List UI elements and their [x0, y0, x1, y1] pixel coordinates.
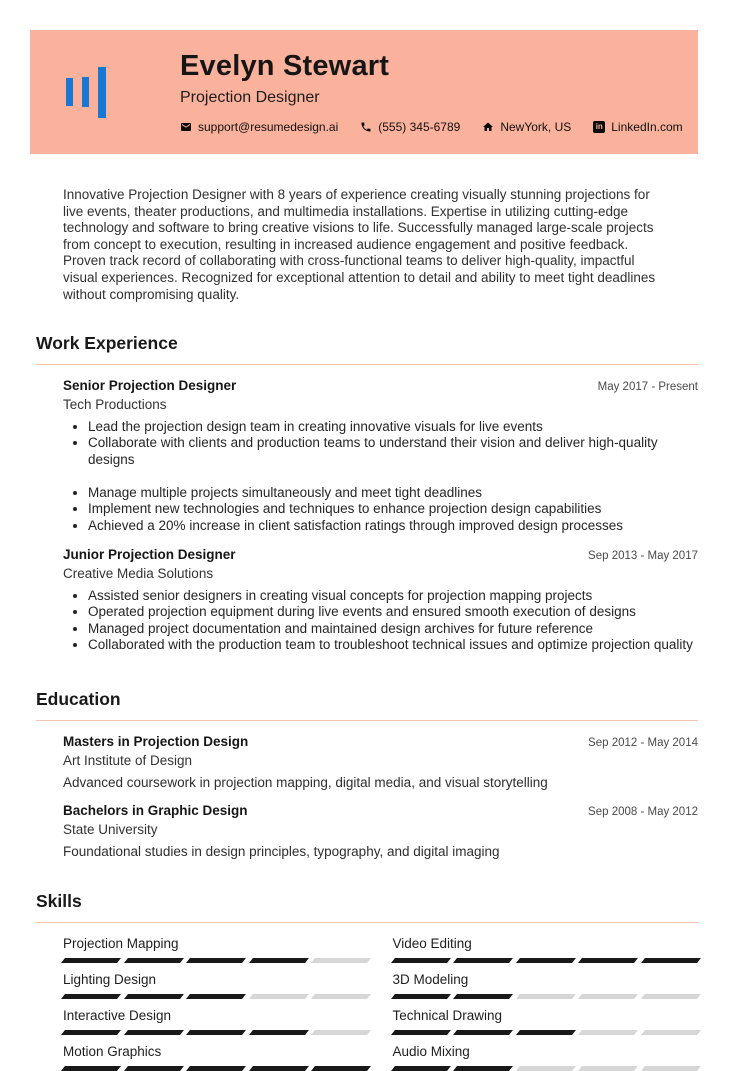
- skill-name: Technical Drawing: [392, 1008, 503, 1024]
- phone-icon: [360, 121, 372, 133]
- skill-name: Video Editing: [392, 936, 472, 952]
- job-bullet: • Manage multiple projects simultaneously and meet tight deadlines: [88, 485, 698, 501]
- job-bullet: • Collaborated with the production team to troubleshoot technical issues and optimize projection quality: [88, 637, 698, 653]
- education-entry: [63, 803, 698, 859]
- skill-name: 3D Modeling: [392, 972, 469, 988]
- education-heading: Education: [36, 689, 698, 721]
- degree-dates: Sep 2008 - May 2012: [588, 806, 698, 819]
- degree-title: Bachelors in Graphic Design: [63, 803, 248, 819]
- skill-level-bar: [63, 1030, 369, 1035]
- email-icon: [180, 121, 192, 133]
- contact-location-text: NewYork, US: [500, 120, 572, 134]
- school-name: Art Institute of Design: [63, 753, 193, 769]
- skill-level-bar: [63, 1066, 369, 1071]
- school-name: State University: [63, 822, 158, 838]
- degree-dates: Sep 2012 - May 2014: [588, 737, 698, 750]
- skill-name: Lighting Design: [63, 972, 157, 988]
- job-bullet: • Implement new technologies and techniques to enhance projection design capabilities: [88, 501, 698, 517]
- job-bullet: • Achieved a 20% increase in client satisfaction ratings through improved design processes: [88, 518, 698, 534]
- candidate-name: Evelyn Stewart: [180, 50, 390, 82]
- contact-linkedin[interactable]: [593, 120, 682, 134]
- resume-header: [30, 30, 698, 154]
- skill-level-bar: [393, 958, 699, 963]
- skill-item: [63, 934, 369, 963]
- contact-email[interactable]: [180, 120, 338, 134]
- skill-level-bar: [393, 994, 699, 999]
- linkedin-icon: in: [593, 121, 605, 133]
- skills-grid: [36, 934, 698, 1071]
- skill-item: [63, 1006, 369, 1035]
- skill-item: [393, 970, 699, 999]
- contact-row: [180, 120, 683, 134]
- contact-phone[interactable]: [360, 120, 460, 134]
- job-title: Senior Projection Designer: [63, 378, 237, 394]
- degree-description: Foundational studies in design principles, typography, and digital imaging: [63, 844, 500, 860]
- candidate-title: Projection Designer: [180, 89, 320, 106]
- contact-location: [482, 120, 571, 134]
- skill-item: [63, 1042, 369, 1071]
- skills-section: [36, 891, 698, 1071]
- skill-name: Projection Mapping: [63, 936, 179, 952]
- summary-paragraph: Innovative Projection Designer with 8 years of experience creating visually stunning projections for live events, theater productions, and multimedia installations. Expertise in utilizing cutting-edge technology and software to bring creative visions to life. Successfully managed large-scale projects from concept to execution, resulting in increased audience engagement and positive feedback. Proven track record of collaborating with cross-functional teams to deliver high-quality, impactful visual experiences. Recognized for exceptional attention to detail and ability to meet tight deadlines without compromising quality.: [63, 187, 656, 302]
- skill-name: Audio Mixing: [392, 1044, 470, 1060]
- job-dates: Sep 2013 - May 2017: [588, 549, 698, 562]
- job-bullet: • Operated projection equipment during live events and ensured smooth execution of designs: [88, 604, 698, 620]
- contact-phone-text: (555) 345-6789: [378, 120, 461, 134]
- contact-email-text: support@resumedesign.ai: [198, 120, 339, 134]
- job-entry: [63, 378, 698, 534]
- education-section: [36, 689, 698, 859]
- job-company: Creative Media Solutions: [63, 565, 214, 581]
- work-experience-heading: Work Experience: [36, 333, 698, 365]
- skill-name: Interactive Design: [63, 1008, 172, 1024]
- job-bullet: • Lead the projection design team in creating innovative visuals for live events: [88, 419, 698, 435]
- skill-level-bar: [393, 1066, 699, 1071]
- job-company: Tech Productions: [63, 397, 167, 413]
- skill-item: [393, 1006, 699, 1035]
- brand-logo-icon: [66, 67, 106, 118]
- skill-name: Motion Graphics: [63, 1044, 162, 1060]
- skill-item: [393, 934, 699, 963]
- home-icon: [482, 121, 494, 133]
- skill-level-bar: [63, 958, 369, 963]
- skills-heading: Skills: [36, 891, 698, 923]
- skill-item: [63, 970, 369, 999]
- education-entry: [63, 734, 698, 790]
- job-bullet-list: [63, 588, 698, 653]
- degree-description: Advanced coursework in projection mapping, digital media, and visual storytelling: [63, 775, 548, 791]
- job-entry: [63, 547, 698, 653]
- skill-level-bar: [393, 1030, 699, 1035]
- degree-title: Masters in Projection Design: [63, 734, 249, 750]
- job-bullet: • Assisted senior designers in creating visual concepts for projection mapping projects: [88, 588, 698, 604]
- job-bullet: • Collaborate with clients and production teams to understand their vision and deliver high-quality designs: [88, 435, 698, 468]
- contact-linkedin-text: LinkedIn.com: [611, 120, 683, 134]
- skill-level-bar: [63, 994, 369, 999]
- work-experience-section: [36, 333, 698, 653]
- job-bullet: • Managed project documentation and maintained design archives for future reference: [88, 621, 698, 637]
- job-bullet-list: [63, 419, 698, 534]
- skill-item: [393, 1042, 699, 1071]
- job-title: Junior Projection Designer: [63, 546, 236, 562]
- job-dates: May 2017 - Present: [597, 381, 698, 394]
